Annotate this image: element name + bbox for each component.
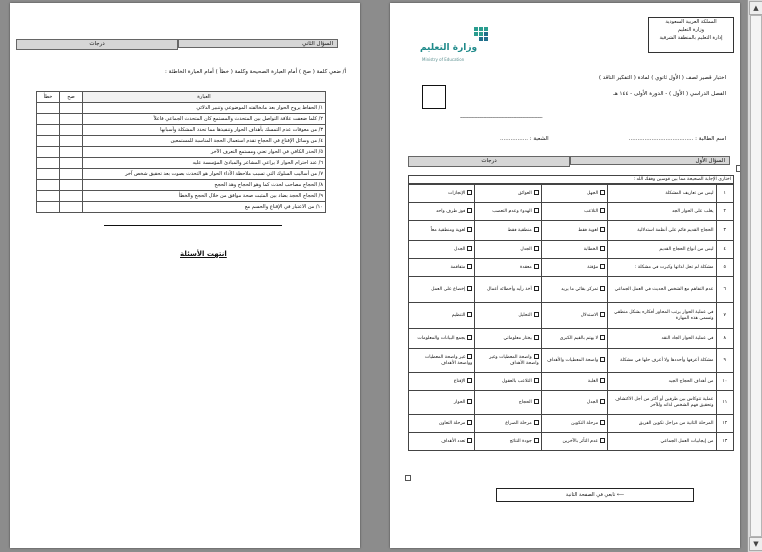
- answer-cell-false[interactable]: [37, 147, 60, 158]
- mcq-option[interactable]: [475, 329, 541, 349]
- mcq-option[interactable]: [541, 277, 607, 303]
- statement-cell: ٨/ الحجاج مصاحب لحدث كما وهو الحجاج وهذ الحجج: [83, 180, 326, 191]
- question-number: ١٠: [716, 373, 734, 391]
- question-number: ٧: [716, 303, 734, 329]
- table-row: [37, 125, 326, 136]
- mcq-questions-table: [408, 184, 734, 451]
- mcq-row: [409, 277, 734, 303]
- statement-cell: ٣/ من معوقات عدم التمسك بأهداف الحوار وتنفيذها مما تحدد المشكلة وأسبابها: [83, 125, 326, 136]
- question-number: ١١: [716, 391, 734, 415]
- exam-end-text: انتهت الأسئلة: [180, 250, 227, 258]
- answer-cell-true[interactable]: [60, 147, 83, 158]
- answer-cell-false[interactable]: [37, 180, 60, 191]
- header-line-country: المملكة العربية السعودية: [665, 19, 717, 25]
- checkbox-icon[interactable]: [467, 438, 472, 443]
- continue-note-box: [496, 488, 694, 502]
- header-question-cell: السؤال الثاني: [178, 39, 338, 48]
- section-field[interactable]: الشعبة : ................: [500, 136, 549, 142]
- option-label: غير واضحة المعطيات وواضحة الأهداف: [424, 355, 473, 366]
- mcq-table: [408, 175, 734, 184]
- table-row: [37, 103, 326, 114]
- mcq-option[interactable]: [541, 373, 607, 391]
- mcq-option[interactable]: [409, 373, 475, 391]
- mcq-row: [409, 221, 734, 241]
- mcq-option[interactable]: [475, 203, 541, 221]
- mcq-instruction-row: [409, 176, 734, 184]
- question-text: من إيجابيات العمل الجماعي: [608, 433, 716, 451]
- question-text: ليس من أنواع الحجاج القديم: [608, 241, 716, 259]
- question-number: ٦: [716, 277, 734, 303]
- mcq-instruction: اختاري الإجابة الصحيحة مما بين قوسين وفقك الله :: [409, 176, 734, 184]
- answer-cell-false[interactable]: [37, 114, 60, 125]
- option-label: الغلبة: [587, 379, 599, 384]
- checkbox-icon[interactable]: [600, 312, 605, 317]
- resize-handle[interactable]: [736, 165, 740, 172]
- answer-cell-false[interactable]: [37, 202, 60, 213]
- question-text: من أهداف الحجاج الجيد: [608, 373, 716, 391]
- mcq-option[interactable]: [475, 349, 541, 373]
- mcq-option[interactable]: [541, 185, 607, 203]
- mcq-option[interactable]: [541, 433, 607, 451]
- mcq-option[interactable]: [475, 259, 541, 277]
- answer-cell-false[interactable]: [37, 136, 60, 147]
- option-label: الجدل: [454, 247, 466, 252]
- question-number: ٥: [716, 259, 734, 277]
- option-label: مرحلة التكوين: [571, 421, 599, 426]
- mcq-row: [409, 329, 734, 349]
- mcq-option[interactable]: [475, 433, 541, 451]
- mcq-row: [409, 259, 734, 277]
- header-grade-cell: درجات: [16, 39, 178, 50]
- question-text: في عملية الحوار الجاد النقد: [608, 329, 716, 349]
- option-label: متفاقمة: [450, 265, 466, 270]
- left-page: [10, 3, 360, 548]
- statement-cell: ٧/ من أساليب السلوك التي تسبب ملاحظة الأداء الحوار هو التحدث بصوت بعد تحقيق شخص آخر: [83, 169, 326, 180]
- header-line-ministry: وزارة التعليم: [677, 27, 705, 33]
- checkbox-icon[interactable]: [600, 264, 605, 269]
- option-label: مرحلة الصراع: [505, 421, 532, 426]
- option-label: الجدل: [520, 247, 532, 252]
- checkbox-icon[interactable]: [467, 378, 472, 383]
- mcq-option[interactable]: [475, 373, 541, 391]
- answer-cell-true[interactable]: [60, 169, 83, 180]
- answer-cell-true[interactable]: [60, 114, 83, 125]
- checkbox-icon[interactable]: [467, 335, 472, 340]
- checkbox-icon[interactable]: [600, 190, 605, 195]
- mcq-option[interactable]: [541, 259, 607, 277]
- table-row: [37, 191, 326, 202]
- grade-box[interactable]: [422, 85, 446, 109]
- checkbox-icon[interactable]: [534, 438, 539, 443]
- checkbox-icon[interactable]: [534, 399, 539, 404]
- checkbox-icon[interactable]: [467, 399, 472, 404]
- answer-cell-true[interactable]: [60, 191, 83, 202]
- mcq-row: [409, 373, 734, 391]
- question-text: عدم التفاهم مع الشخص الحديث في العمل الجماعي: [608, 277, 716, 303]
- resize-handle[interactable]: [405, 475, 411, 481]
- logo-text: وزارة التعليم: [420, 43, 478, 53]
- question-text: يغلب على الحوار الجد: [608, 203, 716, 221]
- mcq-row: [409, 241, 734, 259]
- option-label: مؤقتة: [587, 265, 599, 270]
- table-row: [37, 169, 326, 180]
- mcq-option[interactable]: [541, 329, 607, 349]
- option-label: التلاعب بالعقول: [501, 379, 532, 384]
- option-label: العوائق: [518, 191, 532, 196]
- checkbox-icon[interactable]: [467, 312, 472, 317]
- mcq-option[interactable]: [409, 303, 475, 329]
- mcq-option[interactable]: [541, 241, 607, 259]
- question-text: عملية تتوكاس بين طرفين أو أكثر من أجل الاكتشاف وتحقيق فهم الشخص لذاته وللآخر: [608, 391, 716, 415]
- col-statement-header: العبارة: [83, 92, 326, 103]
- option-label: لغوية فقط: [578, 228, 599, 233]
- checkbox-icon[interactable]: [600, 227, 605, 232]
- checkbox-icon[interactable]: [600, 335, 605, 340]
- header-grade-cell: درجات: [408, 156, 570, 167]
- statement-cell: ٢/ كلما ضعفت علاقة التواصل بين المتحدث والمستمع كان المتحدث الجماعي فاعلاً: [83, 114, 326, 125]
- mcq-option[interactable]: [475, 277, 541, 303]
- mcq-option[interactable]: [541, 203, 607, 221]
- mcq-option[interactable]: [409, 415, 475, 433]
- question-number: ٨: [716, 329, 734, 349]
- checkbox-icon[interactable]: [600, 208, 605, 213]
- table-row: [37, 180, 326, 191]
- option-label: الحجاج: [518, 400, 532, 405]
- mcq-option[interactable]: [541, 415, 607, 433]
- mcq-row: [409, 203, 734, 221]
- question-number: ٤: [716, 241, 734, 259]
- ministry-header-box: [648, 17, 734, 53]
- table-row: [37, 136, 326, 147]
- separator-line: [104, 225, 282, 226]
- option-label: الإقناع: [453, 379, 466, 384]
- statement-cell: ٩/ الحجاج الحجد بضاد بين المثبت صحة موافق من خلال الحجج والخطأ: [83, 191, 326, 202]
- table-row: [37, 158, 326, 169]
- option-label: منطقية فقط: [507, 228, 532, 233]
- exam-title: اختبار قصير لصف ( الأول ثانوي ) لمادة ( التفكير الناقد ): [598, 75, 726, 81]
- checkbox-icon[interactable]: [534, 264, 539, 269]
- answer-cell-true[interactable]: [60, 158, 83, 169]
- left-instruction: أ/ ضعي كلمة ( صح ) أمام العبارة الصحيحة وكلمة ( خطأ ) أمام العبارة الخاطئة :: [165, 69, 346, 75]
- checkbox-icon[interactable]: [600, 286, 605, 291]
- question-text: المرحلة الثانية من مراحل تكوين الفريق: [608, 415, 716, 433]
- checkbox-icon[interactable]: [534, 208, 539, 213]
- scroll-thumb[interactable]: [750, 15, 762, 537]
- checkbox-icon[interactable]: [467, 286, 472, 291]
- option-label: واضحة المعطيات والأهداف: [547, 358, 599, 363]
- term-line: الفصل الدراسي ( الأول ) - الدورة الأولى - ١٤٤ هـ: [613, 91, 726, 97]
- checkbox-icon[interactable]: [534, 420, 539, 425]
- question-text: ليس من تعاريف المشكلة: [608, 185, 716, 203]
- table-row: [37, 202, 326, 213]
- mcq-row: [409, 391, 734, 415]
- option-label: الجدل: [586, 400, 599, 405]
- answer-cell-false[interactable]: [37, 191, 60, 202]
- option-label: فوز طرف واحد: [435, 209, 466, 214]
- option-label: أخذ رأيه وأخطائه أعمال: [486, 287, 532, 292]
- answer-cell-true[interactable]: [60, 202, 83, 213]
- question-number: ٢: [716, 203, 734, 221]
- mcq-option[interactable]: [475, 185, 541, 203]
- checkbox-icon[interactable]: [467, 246, 472, 251]
- col-true-header: صح: [60, 92, 83, 103]
- question-number: ٩: [716, 349, 734, 373]
- mcq-option[interactable]: [409, 185, 475, 203]
- mcq-option[interactable]: [541, 349, 607, 373]
- statement-cell: ٦/ عند احترام الحوار لا يراعي المشاعر والمبادئ المؤسسة عليه: [83, 158, 326, 169]
- scroll-down-icon[interactable]: ▼: [749, 537, 762, 551]
- option-label: الهدوء وعدم التعصب: [492, 209, 532, 214]
- answer-cell-true[interactable]: [60, 103, 83, 114]
- mcq-row: [409, 415, 734, 433]
- true-false-table: [36, 91, 326, 213]
- mcq-option[interactable]: [409, 349, 475, 373]
- option-label: الجهل: [586, 191, 599, 196]
- checkbox-icon[interactable]: [467, 264, 472, 269]
- header-line-region: إدارة التعليم بالمنطقة الشرقية: [659, 35, 723, 41]
- col-false-header: خطأ: [37, 92, 60, 103]
- option-label: لا يهتم بالقيم الكبرى: [559, 336, 599, 341]
- checkbox-icon[interactable]: [600, 420, 605, 425]
- mcq-option[interactable]: [409, 221, 475, 241]
- logo-subtext: Ministry of Education: [422, 57, 465, 62]
- answer-cell-true[interactable]: [60, 180, 83, 191]
- option-label: يختار معلوماتي: [503, 336, 532, 341]
- answer-cell-true[interactable]: [60, 125, 83, 136]
- option-label: التلاعب: [584, 209, 599, 214]
- vertical-scrollbar[interactable]: [747, 0, 762, 552]
- statement-cell: ١/ الحفاظ يروح الحوار بعد مانخالفته الموضوعي وتنبير الدلائي: [83, 103, 326, 114]
- option-label: التحليل: [518, 313, 532, 318]
- checkbox-icon[interactable]: [534, 335, 539, 340]
- checkbox-icon[interactable]: [467, 208, 472, 213]
- mcq-option[interactable]: [409, 433, 475, 451]
- checkbox-icon[interactable]: [467, 420, 472, 425]
- checkbox-icon[interactable]: [600, 246, 605, 251]
- table-row: [37, 114, 326, 125]
- option-label: تعدد الأهداف: [441, 439, 466, 444]
- checkbox-icon[interactable]: [534, 286, 539, 291]
- checkbox-icon[interactable]: [534, 246, 539, 251]
- checkbox-icon[interactable]: [467, 354, 472, 359]
- question-text: مشكلة أعرفها وأحددها ولا أعرف حلها في مشكلة: [608, 349, 716, 373]
- answer-cell-true[interactable]: [60, 136, 83, 147]
- answer-cell-false[interactable]: [37, 125, 60, 136]
- mcq-option[interactable]: [475, 303, 541, 329]
- checkbox-icon[interactable]: [467, 190, 472, 195]
- mcq-option[interactable]: [409, 391, 475, 415]
- header-question-cell: السؤال الأول: [570, 156, 730, 165]
- statement-cell: ١٠/ من الاعتبار في الإقناع والحسم مع: [83, 202, 326, 213]
- continue-arrow-icon: ⟵: [615, 492, 625, 498]
- checkbox-icon[interactable]: [600, 438, 605, 443]
- checkbox-icon[interactable]: [534, 190, 539, 195]
- mcq-option[interactable]: [475, 221, 541, 241]
- scroll-up-icon[interactable]: ▲: [749, 1, 762, 15]
- question-number: ١: [716, 185, 734, 203]
- checkbox-icon[interactable]: [600, 399, 605, 404]
- ministry-logo: [418, 23, 498, 67]
- statement-cell: ٥/ الحذر الكافي في الحوار تعني ومستمع التعرف الآخر: [83, 147, 326, 158]
- mcq-option[interactable]: [541, 221, 607, 241]
- option-label: تمركز بقائي ما يريد: [561, 287, 599, 292]
- mcq-row: [409, 303, 734, 329]
- mcq-option[interactable]: [409, 241, 475, 259]
- question-text: الحجاج القديم قائم على أنظمة استدلالية: [608, 221, 716, 241]
- option-label: الإنجازات: [448, 191, 466, 196]
- mcq-row: [409, 349, 734, 373]
- option-label: مرحلة التعاون: [438, 421, 466, 426]
- checkbox-icon[interactable]: [534, 354, 539, 359]
- option-label: معقدة: [519, 265, 532, 270]
- dashed-separator: ---------------------------------------------------------------: [460, 115, 543, 121]
- option-label: الاستدلال: [580, 313, 599, 318]
- question-number: ١٢: [716, 415, 734, 433]
- mcq-option[interactable]: [475, 415, 541, 433]
- answer-cell-false[interactable]: [37, 103, 60, 114]
- option-label: يجمع البيانات والمعلومات: [417, 336, 466, 341]
- mcq-option[interactable]: [541, 303, 607, 329]
- option-label: واضحة المعطيات وغير واضحة الأهداف: [489, 355, 539, 366]
- option-label: التنظيم: [451, 313, 466, 318]
- question-number: ٣: [716, 221, 734, 241]
- mcq-option[interactable]: [475, 241, 541, 259]
- student-name-field[interactable]: اسم الطالبة : .....................................: [628, 136, 726, 142]
- option-label: عدم التأثر بالآخرين: [562, 439, 599, 444]
- option-label: إخضاع على العمل: [431, 287, 466, 292]
- checkbox-icon[interactable]: [534, 227, 539, 232]
- option-label: الحوار: [453, 400, 466, 405]
- answer-cell-false[interactable]: [37, 169, 60, 180]
- option-label: لغوية ومنطقية معاً: [430, 228, 466, 233]
- table-row: [37, 147, 326, 158]
- question-text: في عملية الحوار يرتب المحاور أفكاره بشكل منطقي وتسمى هذه المهارة: [608, 303, 716, 329]
- answer-cell-false[interactable]: [37, 158, 60, 169]
- option-label: الخطابة: [583, 247, 599, 252]
- checkbox-icon[interactable]: [534, 378, 539, 383]
- mcq-option[interactable]: [409, 329, 475, 349]
- option-label: جودة النتائج: [509, 439, 532, 444]
- continue-note: تابعي في الصفحة الثانية: [565, 492, 616, 498]
- question-text: مشكلة لم تحل لذاتها وكبرت في مشكلة :: [608, 259, 716, 277]
- checkbox-icon[interactable]: [467, 227, 472, 232]
- question-number: ١٣: [716, 433, 734, 451]
- mcq-option[interactable]: [409, 259, 475, 277]
- checkbox-icon[interactable]: [600, 357, 605, 362]
- right-page: [390, 3, 740, 548]
- mcq-row: [409, 185, 734, 203]
- checkbox-icon[interactable]: [534, 312, 539, 317]
- mcq-option[interactable]: [541, 391, 607, 415]
- mcq-option[interactable]: [409, 203, 475, 221]
- table-header-row: [37, 92, 326, 103]
- checkbox-icon[interactable]: [600, 378, 605, 383]
- mcq-option[interactable]: [475, 391, 541, 415]
- statement-cell: ٤/ من وسائل الإقناع في الحجاج تقدم استعمال الحجة المناسبة للمستمعين: [83, 136, 326, 147]
- mcq-row: [409, 433, 734, 451]
- mcq-option[interactable]: [409, 277, 475, 303]
